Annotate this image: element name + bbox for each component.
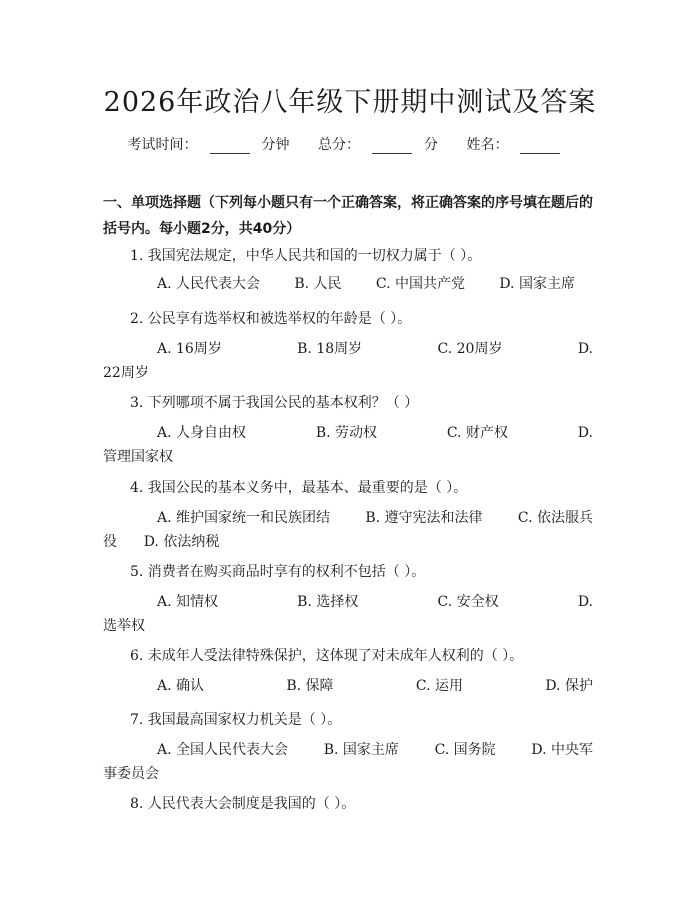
question-1: 1. 我国宪法规定，中华人民共和国的一切权力属于（ ）。 (130, 248, 482, 264)
question-3: 3. 下列哪项不属于我国公民的基本权利？（ ） (130, 395, 419, 411)
option: B. 18周岁 (297, 341, 363, 357)
question-6: 6. 未成年人受法律特殊保护，这体现了对未成年人权利的（ ）。 (130, 648, 524, 664)
option: A. 维护国家统一和民族团结 (157, 510, 331, 526)
question-4: 4. 我国公民的基本义务中，最基本、最重要的是（ ）。 (130, 480, 468, 496)
option-wrap: 选举权 (103, 618, 145, 634)
option: C. 20周岁 (437, 341, 503, 357)
question-6-options (103, 674, 593, 698)
option: B. 国家主席 (323, 742, 399, 758)
question-7-options (103, 738, 593, 786)
option: C. 依法服兵 (517, 510, 593, 526)
question-3-options (103, 421, 593, 469)
option-wrap: 役 D. 依法纳税 (103, 534, 220, 550)
option: B. 保障 (286, 678, 334, 694)
option: C. 国务院 (434, 742, 496, 758)
option: D. (577, 594, 593, 610)
exam-meta (0, 134, 700, 154)
question-8: 8. 人民代表大会制度是我国的（ ）。 (130, 796, 356, 812)
option-wrap: 事委员会 (103, 766, 159, 782)
question-2: 2. 公民享有选举权和被选举权的年龄是（ ）。 (130, 311, 412, 327)
question-4-options (103, 506, 593, 554)
option: A. 知情权 (157, 594, 219, 610)
option: D. 保护 (545, 678, 593, 694)
exam-name: 姓名： (466, 137, 572, 153)
section-heading: 一、单项选择题（下列每小题只有一个正确答案，将正确答案的序号填在题后的括号内。每小题2分，共40分） (103, 195, 593, 237)
option-wrap: 22周岁 (103, 365, 149, 381)
time-blank (210, 139, 250, 154)
question-1-options (103, 272, 593, 296)
option: C. 中国共产党 (375, 276, 465, 292)
question-7: 7. 我国最高国家权力机关是（ ）。 (130, 712, 342, 728)
question-2-options (103, 337, 593, 385)
page-title: 2026年政治八年级下册期中测试及答案 (103, 87, 597, 118)
score-blank (372, 139, 412, 154)
option-wrap: 管理国家权 (103, 449, 173, 465)
option: B. 劳动权 (315, 425, 378, 441)
option: D. (577, 341, 593, 357)
name-blank (520, 139, 560, 154)
option: B. 选择权 (297, 594, 359, 610)
option: A. 人民代表大会 (157, 276, 261, 292)
question-5-options (103, 590, 593, 638)
option: C. 运用 (415, 678, 463, 694)
option: C. 安全权 (437, 594, 499, 610)
option: D. 中央军 (531, 742, 593, 758)
option: D. 国家主席 (499, 276, 575, 292)
option: B. 遵守宪法和法律 (365, 510, 483, 526)
question-5: 5. 消费者在购买商品时享有的权利不包括（ ）。 (130, 564, 426, 580)
option: A. 全国人民代表大会 (157, 742, 289, 758)
option: A. 确认 (157, 678, 205, 694)
option: A. 人身自由权 (157, 425, 247, 441)
exam-score: 总分： 分 (318, 137, 438, 153)
option: D. (577, 425, 593, 441)
option: A. 16周岁 (157, 341, 222, 357)
exam-time: 考试时间： 分钟 (127, 137, 290, 153)
option: B. 人民 (294, 276, 342, 292)
option: C. 财产权 (446, 425, 508, 441)
